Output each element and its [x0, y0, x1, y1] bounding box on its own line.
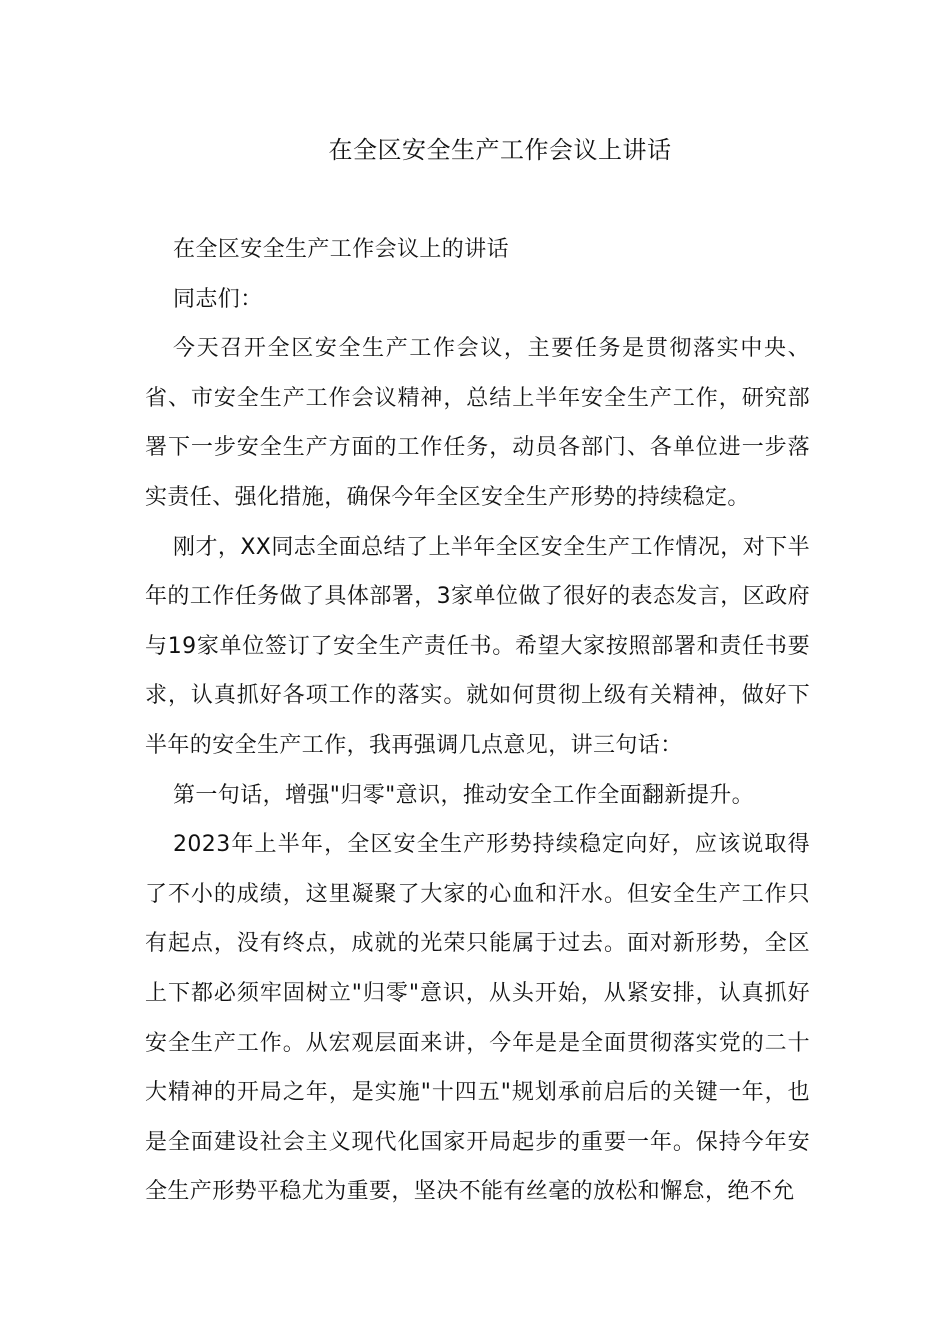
paragraph-intro: 今天召开全区安全生产工作会议，主要任务是贯彻落实中央、省、市安全生产工作会议精神，总结上半年安全生产工作，研究部署下一步安全生产方面的工作任务，动员各部门、各单位进一步落实责任、强化措施，确保今年全区安全生产形势的持续稳定。	[145, 336, 810, 510]
document-title: 在全区安全生产工作会议上讲话	[328, 136, 672, 164]
document-body	[145, 225, 810, 1217]
paragraph-first-point-detail: 2023年上半年，全区安全生产形势持续稳定向好，应该说取得了不小的成绩，这里凝聚了大家的心血和汗水。但安全生产工作只有起点，没有终点，成就的光荣只能属于过去。面对新形势，全区上下都必须牢固树立"归零"意识，从头开始，从紧安排，认真抓好安全生产工作。从宏观层面来讲，今年是是全面贯彻落实党的二十大精神的开局之年，是实施"十四五"规划承前启后的关键一年，也是全面建设社会主义现代化国家开局起步的重要一年。保持今年安全生产形势平稳尤为重要，坚决不能有丝毫的放松和懈怠，绝不允	[145, 832, 810, 1205]
paragraph-heading: 在全区安全生产工作会议上的讲话	[173, 237, 510, 262]
paragraph-summary: 刚才，XX同志全面总结了上半年全区安全生产工作情况，对下半年的工作任务做了具体部署，3家单位做了很好的表态发言，区政府与19家单位签订了安全生产责任书。希望大家按照部署和责任书要求，认真抓好各项工作的落实。就如何贯彻上级有关精神，做好下半年的安全生产工作，我再强调几点意见，讲三句话：	[145, 534, 810, 758]
paragraph-salutation: 同志们：	[173, 286, 263, 312]
paragraph-first-point: 第一句话，增强"归零"意识，推动安全工作全面翻新提升。	[173, 782, 755, 808]
